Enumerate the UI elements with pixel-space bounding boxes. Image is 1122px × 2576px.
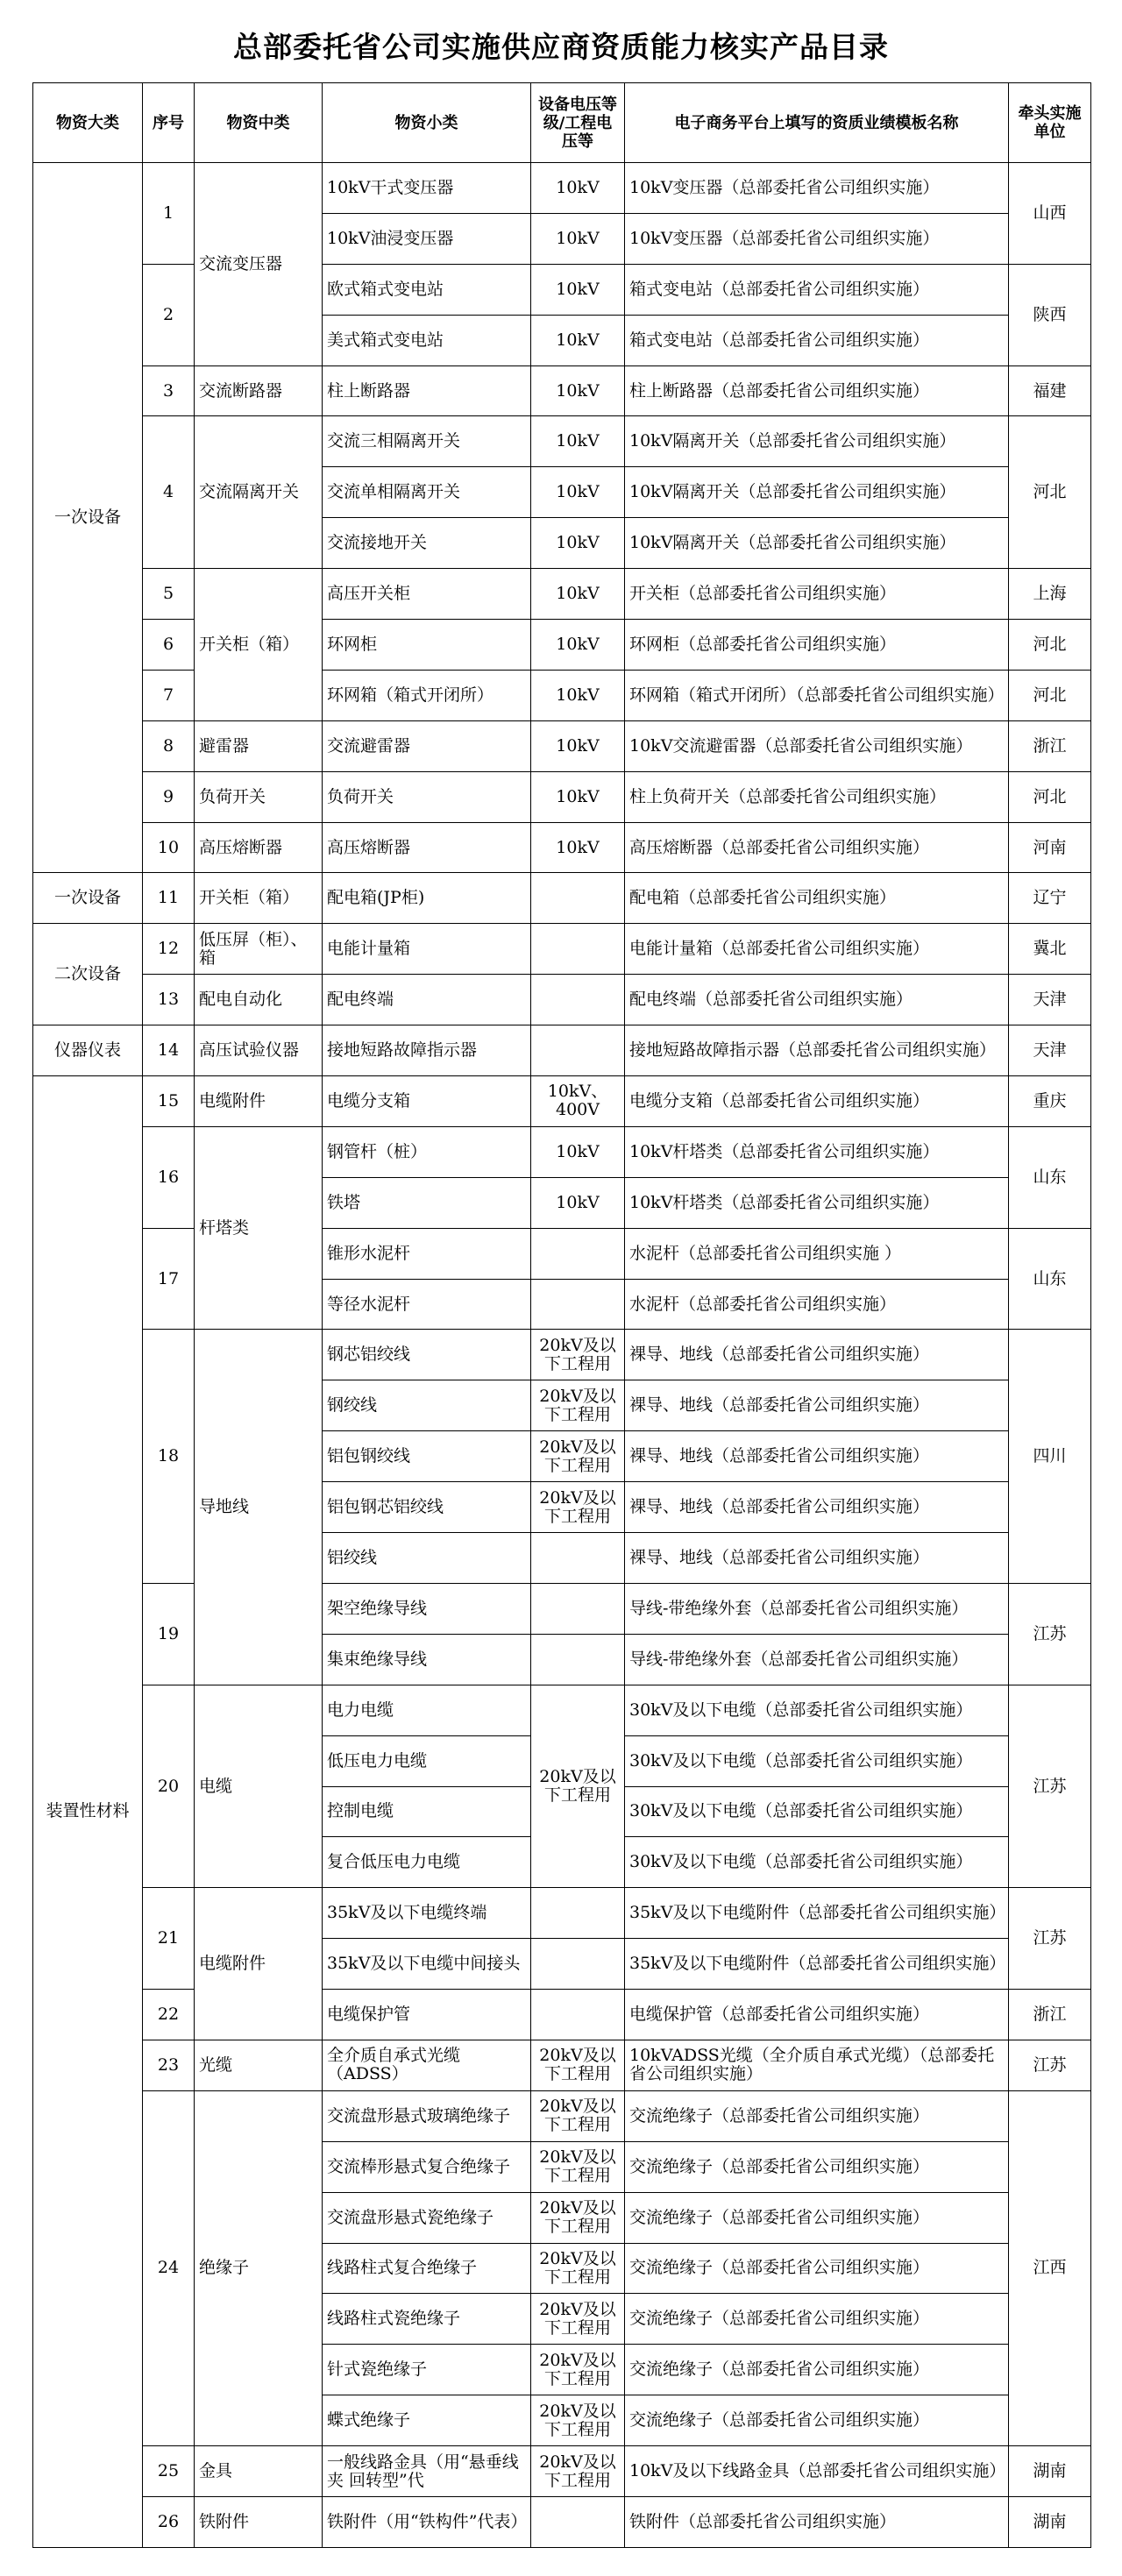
lead-unit-cell: 江苏 <box>1009 1888 1091 1990</box>
voltage-cell <box>531 873 625 924</box>
lead-unit-cell: 河北 <box>1009 771 1091 822</box>
mid-category-cell: 高压试验仪器 <box>195 1025 323 1076</box>
sub-category-cell: 配电箱(JP柜) <box>323 873 531 924</box>
mid-category-cell: 铁附件 <box>195 2496 323 2547</box>
mid-category-cell: 交流断路器 <box>195 365 323 416</box>
lead-unit-cell: 河北 <box>1009 620 1091 671</box>
table-row <box>33 924 1091 975</box>
serial-number-cell: 10 <box>143 822 195 873</box>
header-cell: 物资中类 <box>195 83 323 163</box>
sub-category-cell: 铝包钢绞线 <box>323 1431 531 1482</box>
sub-category-cell: 电力电缆 <box>323 1685 531 1735</box>
voltage-cell: 10kV <box>531 467 625 518</box>
template-name-cell: 10kV交流避雷器（总部委托省公司组织实施） <box>625 720 1009 771</box>
voltage-cell: 20kV及以下工程用 <box>531 2090 625 2141</box>
table-row <box>33 163 1091 214</box>
voltage-cell: 20kV及以下工程用 <box>531 2395 625 2446</box>
lead-unit-cell: 冀北 <box>1009 924 1091 975</box>
serial-number-cell: 16 <box>143 1126 195 1228</box>
lead-unit-cell: 山东 <box>1009 1126 1091 1228</box>
serial-number-cell: 19 <box>143 1583 195 1685</box>
serial-number-cell: 12 <box>143 924 195 975</box>
serial-number-cell: 15 <box>143 1076 195 1127</box>
template-name-cell: 30kV及以下电缆（总部委托省公司组织实施） <box>625 1685 1009 1735</box>
template-name-cell: 导线-带绝缘外套（总部委托省公司组织实施） <box>625 1634 1009 1685</box>
lead-unit-cell: 江苏 <box>1009 2040 1091 2090</box>
template-name-cell: 裸导、地线（总部委托省公司组织实施） <box>625 1380 1009 1431</box>
template-name-cell: 接地短路故障指示器（总部委托省公司组织实施） <box>625 1025 1009 1076</box>
template-name-cell: 柱上负荷开关（总部委托省公司组织实施） <box>625 771 1009 822</box>
voltage-cell <box>531 2496 625 2547</box>
voltage-cell: 20kV及以下工程用 <box>531 1330 625 1380</box>
sub-category-cell: 交流单相隔离开关 <box>323 467 531 518</box>
serial-number-cell: 11 <box>143 873 195 924</box>
table-row <box>33 1126 1091 1177</box>
voltage-cell: 10kV <box>531 1177 625 1228</box>
voltage-cell: 20kV及以下工程用 <box>531 1431 625 1482</box>
serial-number-cell: 7 <box>143 670 195 720</box>
sub-category-cell: 一般线路金具（用“悬垂线夹 回转型”代 <box>323 2446 531 2497</box>
template-name-cell: 10kV变压器（总部委托省公司组织实施） <box>625 163 1009 214</box>
serial-number-cell: 25 <box>143 2446 195 2497</box>
table-row <box>33 1990 1091 2040</box>
table-row <box>33 416 1091 467</box>
table-row <box>33 670 1091 720</box>
template-name-cell: 交流绝缘子（总部委托省公司组织实施） <box>625 2141 1009 2192</box>
category-cell: 装置性材料 <box>33 1076 143 2548</box>
template-name-cell: 裸导、地线（总部委托省公司组织实施） <box>625 1482 1009 1533</box>
table-row <box>33 1076 1091 1127</box>
voltage-cell: 20kV及以下工程用 <box>531 2294 625 2345</box>
template-name-cell: 裸导、地线（总部委托省公司组织实施） <box>625 1431 1009 1482</box>
sub-category-cell: 全介质自承式光缆（ADSS） <box>323 2040 531 2090</box>
template-name-cell: 30kV及以下电缆（总部委托省公司组织实施） <box>625 1735 1009 1786</box>
sub-category-cell: 高压熔断器 <box>323 822 531 873</box>
sub-category-cell: 集束绝缘导线 <box>323 1634 531 1685</box>
table-row <box>33 1583 1091 1634</box>
lead-unit-cell: 湖南 <box>1009 2446 1091 2497</box>
sub-category-cell: 交流三相隔离开关 <box>323 416 531 467</box>
lead-unit-cell: 陕西 <box>1009 264 1091 365</box>
lead-unit-cell: 河北 <box>1009 670 1091 720</box>
template-name-cell: 10kV杆塔类（总部委托省公司组织实施） <box>625 1177 1009 1228</box>
template-name-cell: 10kV隔离开关（总部委托省公司组织实施） <box>625 518 1009 569</box>
template-name-cell: 10kV变压器（总部委托省公司组织实施） <box>625 213 1009 264</box>
template-name-cell: 裸导、地线（总部委托省公司组织实施） <box>625 1533 1009 1584</box>
table-row <box>33 1685 1091 1735</box>
sub-category-cell: 配电终端 <box>323 975 531 1025</box>
lead-unit-cell: 四川 <box>1009 1330 1091 1583</box>
sub-category-cell: 钢绞线 <box>323 1380 531 1431</box>
sub-category-cell: 低压电力电缆 <box>323 1735 531 1786</box>
template-name-cell: 10kV及以下线路金具（总部委托省公司组织实施） <box>625 2446 1009 2497</box>
header-cell: 物资大类 <box>33 83 143 163</box>
mid-category-cell: 交流隔离开关 <box>195 416 323 569</box>
category-cell: 仪器仪表 <box>33 1025 143 1076</box>
table-row <box>33 365 1091 416</box>
serial-number-cell: 3 <box>143 365 195 416</box>
sub-category-cell: 接地短路故障指示器 <box>323 1025 531 1076</box>
serial-number-cell: 13 <box>143 975 195 1025</box>
sub-category-cell: 铝包钢芯铝绞线 <box>323 1482 531 1533</box>
voltage-cell: 20kV及以下工程用 <box>531 2243 625 2294</box>
voltage-cell: 10kV <box>531 822 625 873</box>
template-name-cell: 10kV隔离开关（总部委托省公司组织实施） <box>625 416 1009 467</box>
sub-category-cell: 交流盘形悬式瓷绝缘子 <box>323 2192 531 2243</box>
template-name-cell: 开关柜（总部委托省公司组织实施） <box>625 569 1009 620</box>
sub-category-cell: 铁附件（用“铁构件”代表） <box>323 2496 531 2547</box>
sub-category-cell: 环网箱（箱式开闭所） <box>323 670 531 720</box>
mid-category-cell: 电缆附件 <box>195 1076 323 1127</box>
sub-category-cell: 欧式箱式变电站 <box>323 264 531 315</box>
header-cell: 牵头实施单位 <box>1009 83 1091 163</box>
serial-number-cell: 2 <box>143 264 195 365</box>
lead-unit-cell: 浙江 <box>1009 720 1091 771</box>
category-cell: 二次设备 <box>33 924 143 1025</box>
sub-category-cell: 电能计量箱 <box>323 924 531 975</box>
sub-category-cell: 10kV油浸变压器 <box>323 213 531 264</box>
table-row <box>33 1888 1091 1939</box>
template-name-cell: 35kV及以下电缆附件（总部委托省公司组织实施） <box>625 1888 1009 1939</box>
lead-unit-cell: 江苏 <box>1009 1685 1091 1888</box>
lead-unit-cell: 天津 <box>1009 975 1091 1025</box>
sub-category-cell: 铝绞线 <box>323 1533 531 1584</box>
mid-category-cell: 开关柜（箱） <box>195 873 323 924</box>
page-title: 总部委托省公司实施供应商资质能力核实产品目录 <box>233 30 889 64</box>
voltage-cell: 10kV <box>531 163 625 214</box>
sub-category-cell: 复合低压电力电缆 <box>323 1837 531 1888</box>
template-name-cell: 裸导、地线（总部委托省公司组织实施） <box>625 1330 1009 1380</box>
voltage-cell: 10kV <box>531 670 625 720</box>
mid-category-cell: 低压屏（柜）、箱 <box>195 924 323 975</box>
table-row <box>33 569 1091 620</box>
serial-number-cell: 9 <box>143 771 195 822</box>
table-row <box>33 264 1091 315</box>
mid-category-cell: 交流变压器 <box>195 163 323 366</box>
category-cell: 一次设备 <box>33 873 143 924</box>
category-cell: 一次设备 <box>33 163 143 873</box>
template-name-cell: 电能计量箱（总部委托省公司组织实施） <box>625 924 1009 975</box>
voltage-cell <box>531 1583 625 1634</box>
voltage-cell: 20kV及以下工程用 <box>531 2192 625 2243</box>
table-row <box>33 2446 1091 2497</box>
template-name-cell: 柱上断路器（总部委托省公司组织实施） <box>625 365 1009 416</box>
voltage-cell: 10kV <box>531 620 625 671</box>
serial-number-cell: 20 <box>143 1685 195 1888</box>
voltage-cell <box>531 1279 625 1330</box>
serial-number-cell: 24 <box>143 2090 195 2445</box>
serial-number-cell: 18 <box>143 1330 195 1583</box>
table-row <box>33 822 1091 873</box>
sub-category-cell: 钢管杆（桩） <box>323 1126 531 1177</box>
template-name-cell: 环网柜（总部委托省公司组织实施） <box>625 620 1009 671</box>
sub-category-cell: 线路柱式复合绝缘子 <box>323 2243 531 2294</box>
sub-category-cell: 35kV及以下电缆中间接头 <box>323 1939 531 1990</box>
voltage-cell: 20kV及以下工程用 <box>531 1380 625 1431</box>
lead-unit-cell: 河北 <box>1009 416 1091 569</box>
template-name-cell: 环网箱（箱式开闭所）（总部委托省公司组织实施） <box>625 670 1009 720</box>
sub-category-cell: 电缆保护管 <box>323 1990 531 2040</box>
template-name-cell: 35kV及以下电缆附件（总部委托省公司组织实施） <box>625 1939 1009 1990</box>
sub-category-cell: 铁塔 <box>323 1177 531 1228</box>
table-row <box>33 2090 1091 2141</box>
voltage-cell <box>531 924 625 975</box>
serial-number-cell: 22 <box>143 1990 195 2040</box>
header-cell: 物资小类 <box>323 83 531 163</box>
table-row <box>33 2040 1091 2090</box>
table-header-row <box>33 83 1091 163</box>
voltage-cell: 10kV、400V <box>531 1076 625 1127</box>
voltage-cell: 10kV <box>531 518 625 569</box>
table-row <box>33 620 1091 671</box>
template-name-cell: 交流绝缘子（总部委托省公司组织实施） <box>625 2243 1009 2294</box>
serial-number-cell: 5 <box>143 569 195 620</box>
mid-category-cell: 电缆 <box>195 1685 323 1888</box>
template-name-cell: 配电箱（总部委托省公司组织实施） <box>625 873 1009 924</box>
template-name-cell: 交流绝缘子（总部委托省公司组织实施） <box>625 2345 1009 2395</box>
sub-category-cell: 环网柜 <box>323 620 531 671</box>
sub-category-cell: 电缆分支箱 <box>323 1076 531 1127</box>
voltage-cell: 10kV <box>531 365 625 416</box>
template-name-cell: 30kV及以下电缆（总部委托省公司组织实施） <box>625 1837 1009 1888</box>
template-name-cell: 铁附件（总部委托省公司组织实施） <box>625 2496 1009 2547</box>
lead-unit-cell: 江苏 <box>1009 1583 1091 1685</box>
mid-category-cell: 电缆附件 <box>195 1888 323 2040</box>
table-row <box>33 975 1091 1025</box>
voltage-cell: 20kV及以下工程用 <box>531 2345 625 2395</box>
voltage-cell: 10kV <box>531 416 625 467</box>
table-body <box>33 163 1091 2548</box>
serial-number-cell: 17 <box>143 1228 195 1330</box>
table-row <box>33 771 1091 822</box>
template-name-cell: 30kV及以下电缆（总部委托省公司组织实施） <box>625 1786 1009 1837</box>
serial-number-cell: 1 <box>143 163 195 265</box>
voltage-cell <box>531 1228 625 1279</box>
template-name-cell: 导线-带绝缘外套（总部委托省公司组织实施） <box>625 1583 1009 1634</box>
voltage-cell: 10kV <box>531 569 625 620</box>
template-name-cell: 电缆分支箱（总部委托省公司组织实施） <box>625 1076 1009 1127</box>
serial-number-cell: 14 <box>143 1025 195 1076</box>
serial-number-cell: 4 <box>143 416 195 569</box>
template-name-cell: 水泥杆（总部委托省公司组织实施 ） <box>625 1228 1009 1279</box>
lead-unit-cell: 江西 <box>1009 2090 1091 2445</box>
template-name-cell: 10kV隔离开关（总部委托省公司组织实施） <box>625 467 1009 518</box>
serial-number-cell: 26 <box>143 2496 195 2547</box>
sub-category-cell: 柱上断路器 <box>323 365 531 416</box>
voltage-cell: 20kV及以下工程用 <box>531 1685 625 1888</box>
sub-category-cell: 架空绝缘导线 <box>323 1583 531 1634</box>
lead-unit-cell: 浙江 <box>1009 1990 1091 2040</box>
lead-unit-cell: 湖南 <box>1009 2496 1091 2547</box>
mid-category-cell: 高压熔断器 <box>195 822 323 873</box>
voltage-cell: 10kV <box>531 315 625 365</box>
sub-category-cell: 美式箱式变电站 <box>323 315 531 365</box>
voltage-cell: 20kV及以下工程用 <box>531 2446 625 2497</box>
voltage-cell <box>531 1634 625 1685</box>
lead-unit-cell: 山东 <box>1009 1228 1091 1330</box>
template-name-cell: 10kV杆塔类（总部委托省公司组织实施） <box>625 1126 1009 1177</box>
lead-unit-cell: 重庆 <box>1009 1076 1091 1127</box>
header-cell: 序号 <box>143 83 195 163</box>
voltage-cell <box>531 1025 625 1076</box>
sub-category-cell: 线路柱式瓷绝缘子 <box>323 2294 531 2345</box>
mid-category-cell: 避雷器 <box>195 720 323 771</box>
table-row <box>33 720 1091 771</box>
sub-category-cell: 蝶式绝缘子 <box>323 2395 531 2446</box>
lead-unit-cell: 福建 <box>1009 365 1091 416</box>
table-row <box>33 1330 1091 1380</box>
header-cell: 设备电压等级/工程电压等 <box>531 83 625 163</box>
sub-category-cell: 35kV及以下电缆终端 <box>323 1888 531 1939</box>
template-name-cell: 高压熔断器（总部委托省公司组织实施） <box>625 822 1009 873</box>
voltage-cell: 10kV <box>531 264 625 315</box>
table-row <box>33 2496 1091 2547</box>
voltage-cell: 10kV <box>531 213 625 264</box>
serial-number-cell: 8 <box>143 720 195 771</box>
table-row <box>33 873 1091 924</box>
voltage-cell: 20kV及以下工程用 <box>531 2040 625 2090</box>
sub-category-cell: 交流接地开关 <box>323 518 531 569</box>
lead-unit-cell: 天津 <box>1009 1025 1091 1076</box>
serial-number-cell: 21 <box>143 1888 195 1990</box>
template-name-cell: 水泥杆（总部委托省公司组织实施） <box>625 1279 1009 1330</box>
voltage-cell <box>531 1939 625 1990</box>
sub-category-cell: 锥形水泥杆 <box>323 1228 531 1279</box>
template-name-cell: 10kVADSS光缆（全介质自承式光缆）（总部委托省公司组织实施） <box>625 2040 1009 2090</box>
product-catalog-table <box>32 82 1091 2548</box>
mid-category-cell: 负荷开关 <box>195 771 323 822</box>
voltage-cell <box>531 1888 625 1939</box>
sub-category-cell: 10kV干式变压器 <box>323 163 531 214</box>
sub-category-cell: 负荷开关 <box>323 771 531 822</box>
template-name-cell: 交流绝缘子（总部委托省公司组织实施） <box>625 2294 1009 2345</box>
template-name-cell: 交流绝缘子（总部委托省公司组织实施） <box>625 2395 1009 2446</box>
mid-category-cell: 杆塔类 <box>195 1126 323 1330</box>
template-name-cell: 箱式变电站（总部委托省公司组织实施） <box>625 315 1009 365</box>
mid-category-cell: 光缆 <box>195 2040 323 2090</box>
voltage-cell: 20kV及以下工程用 <box>531 1482 625 1533</box>
sub-category-cell: 交流避雷器 <box>323 720 531 771</box>
mid-category-cell: 导地线 <box>195 1330 323 1685</box>
voltage-cell: 10kV <box>531 720 625 771</box>
voltage-cell: 20kV及以下工程用 <box>531 2141 625 2192</box>
sub-category-cell: 交流棒形悬式复合绝缘子 <box>323 2141 531 2192</box>
table-row <box>33 1228 1091 1279</box>
mid-category-cell: 绝缘子 <box>195 2090 323 2445</box>
lead-unit-cell: 河南 <box>1009 822 1091 873</box>
sub-category-cell: 钢芯铝绞线 <box>323 1330 531 1380</box>
template-name-cell: 交流绝缘子（总部委托省公司组织实施） <box>625 2192 1009 2243</box>
template-name-cell: 交流绝缘子（总部委托省公司组织实施） <box>625 2090 1009 2141</box>
serial-number-cell: 23 <box>143 2040 195 2090</box>
template-name-cell: 配电终端（总部委托省公司组织实施） <box>625 975 1009 1025</box>
template-name-cell: 电缆保护管（总部委托省公司组织实施） <box>625 1990 1009 2040</box>
lead-unit-cell: 上海 <box>1009 569 1091 620</box>
voltage-cell: 10kV <box>531 771 625 822</box>
table-row <box>33 1025 1091 1076</box>
voltage-cell <box>531 1533 625 1584</box>
mid-category-cell: 配电自动化 <box>195 975 323 1025</box>
sub-category-cell: 控制电缆 <box>323 1786 531 1837</box>
voltage-cell: 10kV <box>531 1126 625 1177</box>
sub-category-cell: 高压开关柜 <box>323 569 531 620</box>
mid-category-cell: 开关柜（箱） <box>195 569 323 721</box>
lead-unit-cell: 山西 <box>1009 163 1091 265</box>
template-name-cell: 箱式变电站（总部委托省公司组织实施） <box>625 264 1009 315</box>
mid-category-cell: 金具 <box>195 2446 323 2497</box>
sub-category-cell: 针式瓷绝缘子 <box>323 2345 531 2395</box>
sub-category-cell: 交流盘形悬式玻璃绝缘子 <box>323 2090 531 2141</box>
voltage-cell <box>531 1990 625 2040</box>
sub-category-cell: 等径水泥杆 <box>323 1279 531 1330</box>
header-cell: 电子商务平台上填写的资质业绩模板名称 <box>625 83 1009 163</box>
serial-number-cell: 6 <box>143 620 195 671</box>
voltage-cell <box>531 975 625 1025</box>
lead-unit-cell: 辽宁 <box>1009 873 1091 924</box>
